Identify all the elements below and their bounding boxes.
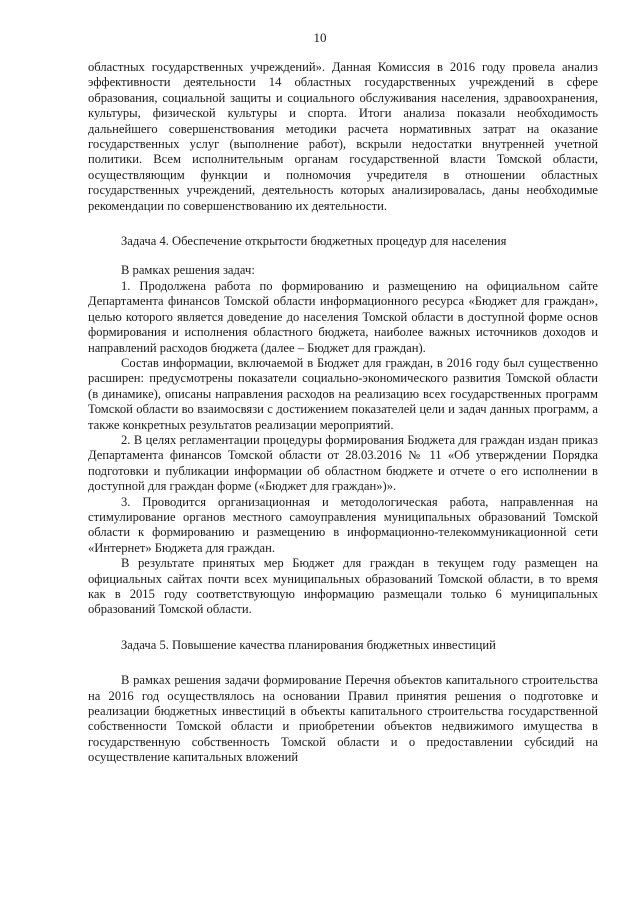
paragraph-task-5: В рамках решения задачи формирование Перечня объектов капитального строительства на 2016 год осуществлялось на основании Правил принятия решения о подготовке и реализации бюджетных инвестиций в объекты капитального строительства государственной собственности Томской области и приобретении объектов недвижимого имущества в государственную собственность Томской области и о предоставлении субсидий на осуществление капитальных вложений [88, 673, 598, 765]
heading-task-4: Задача 4. Обеспечение открытости бюджетных процедур для населения [121, 234, 507, 249]
paragraph-commission-analysis: областных государственных учреждений». Данная Комиссия в 2016 году провела анализ эффективности деятельности 14 областных государственных учреждений в сфере образования, социальной защиты и социального обслуживания населения, здравоохранения, культуры, физической культуры и спорта. Итоги анализа показали необходимость дальнейшего совершенствования методики расчета нормативных затрат на оказание государственных услуг (выполнение работ), вскрыли недостатки внутренней учетной политики. Всем исполнительным органам государственной власти Томской области, осуществляющим функции и полномочия учредителя в отношении областных государственных учреждений, деятельность которых анализировалась, даны необходимые рекомендации по совершенствованию их деятельности. [88, 60, 598, 213]
heading-task-5: Задача 5. Повышение качества планирования бюджетных инвестиций [121, 637, 496, 652]
paragraph-composition: Состав информации, включаемой в Бюджет для граждан, в 2016 году был существенно расширен: предусмотрены показатели социально-экономического развития Томской области (в динамике), описаны направления расходов на реализацию всех государственных программ Томской области во взаимосвязи с достижением показателей цели и задач данных программ, а также конкретных результатов реализации мероприятий. [88, 355, 598, 432]
page-number: 10 [313, 30, 327, 45]
paragraph-item-3: 3. Проводится организационная и методологическая работа, направленная на стимулирование органов местного самоуправления муниципальных образований Томской области к формированию и размещению в информационно-телекоммуникационной сети «Интернет» Бюджета для граждан. [88, 494, 598, 555]
paragraph-item-2: 2. В целях регламентации процедуры формирования Бюджета для граждан издан приказ Департамента финансов Томской области от 28.03.2016 № 11 «Об утверждении Порядка подготовки и публикации информации об областном бюджете и отчете о его исполнении в доступной для граждан форме («Бюджет для граждан»)». [88, 432, 598, 494]
document-body [88, 60, 598, 766]
paragraph-results: В результате принятых мер Бюджет для граждан в текущем году размещен на официальных сайтах почти всех муниципальных образований Томской области, в то время как в 2015 году соответствующую информацию размещали только 6 муниципальных образований Томской области. [88, 556, 598, 617]
paragraph-item-1: 1. Продолжена работа по формированию и размещению на официальном сайте Департамента финансов Томской области информационного ресурса «Бюджет для граждан», целью которого является доведение до населения Томской области в доступной форме основ формирования и исполнения областного бюджета, наиболее важных источников доходов и направлений расходов бюджета (далее – Бюджет для граждан). [88, 278, 598, 355]
paragraph-within-tasks: В рамках решения задач: [121, 263, 255, 278]
